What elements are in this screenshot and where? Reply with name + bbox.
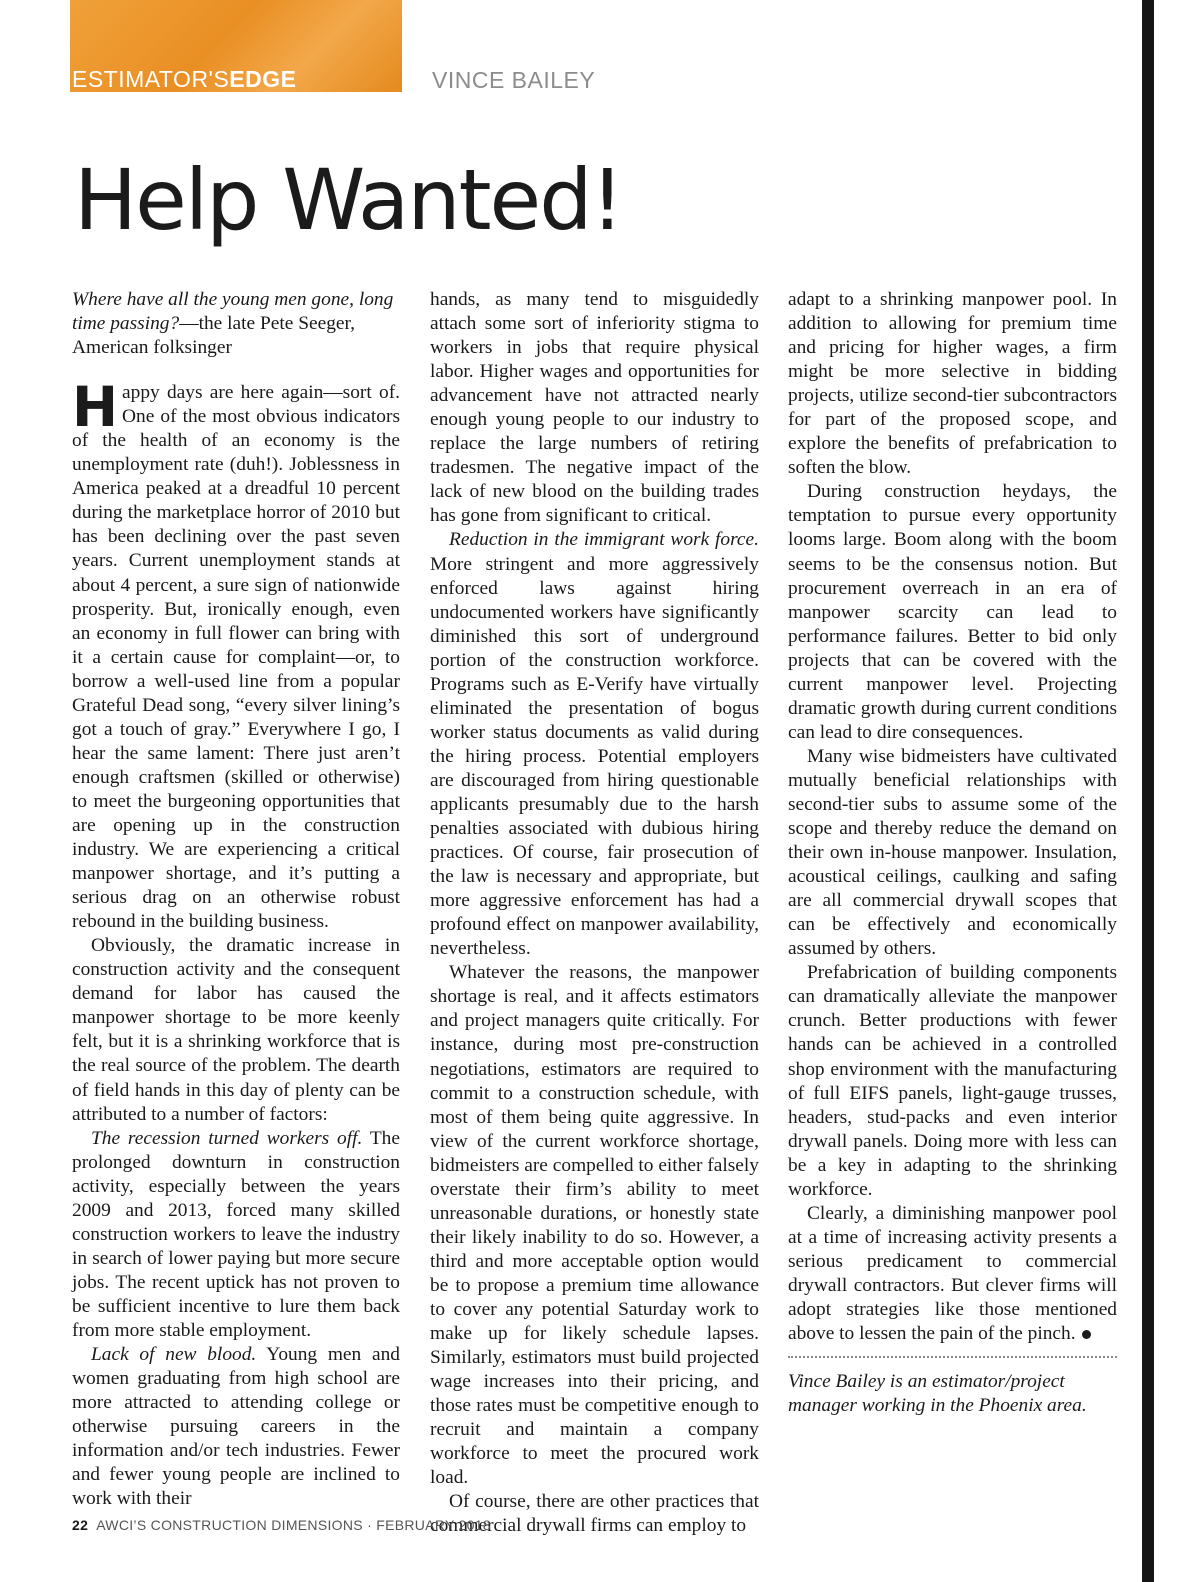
paragraph-3-body: The prolonged downturn in construction activity, especially between the years 2009 and 2013, forced many skilled construction workers to leave the industry in search of lower paying but more secure jobs. The recent uptick has not proven to be sufficient incentive to lure them back from more stable employment. (72, 1127, 400, 1341)
paragraph-3 (72, 1127, 400, 1343)
epigraph-quote: Where have all the young men gone, long time passing? (72, 289, 394, 335)
paragraph-3-lead: The recession turned workers off. (91, 1127, 363, 1149)
paragraph-7: Of course, there are other practices that commercial drywall firms can employ to (430, 1491, 759, 1537)
article-column-1 (72, 288, 400, 1511)
paragraph-5-body: More stringent and more aggressively enforced laws against hiring undocumented workers have significantly diminished this sort of underground portion of the construction workforce. Programs such as E-Verify have virtually eliminated the presentation of bogus worker status documents as valid during the hiring process. Potential employers are discouraged from hiring questionable applicants presumably due to the harsh penalties associated with dubious hiring practices. Of course, fair prosecution of the law is necessary and appropriate, but more aggressive enforcement has had a profound effect on manpower availability, nevertheless. (430, 553, 759, 960)
article-title: Help Wanted! (74, 151, 623, 249)
paragraph-2: Obviously, the dramatic increase in construction activity and the consequent demand for labor has caused the manpower shortage to be more keenly felt, but it is a shrinking workforce that is the real source of the problem. The dearth of field hands in this day of plenty can be attributed to a number of factors: (72, 935, 400, 1125)
bio-divider (788, 1356, 1117, 1358)
paragraph-5-lead: Reduction in the immigrant work force. (449, 529, 759, 551)
page-edge-rule (1142, 0, 1154, 1582)
paragraph-1 (72, 375, 400, 934)
column-author: VINCE BAILEY (432, 67, 596, 93)
end-mark-icon (1082, 1330, 1091, 1339)
drop-cap: H (72, 375, 119, 440)
paragraph-1-text: appy days are here again—sort of. One of the most obvious indicators of the health of an economy is the unemployment rate (duh!). Joblessness in America peaked at a dreadful 10 percent during the marketplace horror of 2010 but has been declining over the past seven years. Current unemployment stands at about 4 percent, a sure sign of nationwide prosperity. But, ironically enough, even an economy in full flower can bring with it a certain cause for complaint—or, to borrow a well-used line from a popular Grateful Dead song, “every silver lining’s got a touch of gray.” Everywhere I go, I hear the same lament: There just aren’t enough craftsmen (skilled or otherwise) to meet the burgeoning opportunities that are opening up in the construction industry. We are experiencing a critical manpower shortage, and it’s putting a serious drag on an otherwise robust rebound in the building business. (72, 382, 400, 933)
author-bio: Vince Bailey is an estimator/project manager working in the Phoenix area. (788, 1371, 1087, 1417)
epigraph-attribution: —the late Pete Seeger, American folksinger (72, 313, 356, 359)
paragraph-11-text: Clearly, a diminishing manpower pool at a time of increasing activity presents a serious predicament to commercial drywall contractors. But clever firms will adopt strategies like those mentioned above to lessen the pain of the pinch. (788, 1202, 1117, 1345)
section-label-prefix: ESTIMATOR'S (72, 66, 230, 92)
paragraph-7-continued: adapt to a shrinking manpower pool. In addition to allowing for premium time and pricing for higher wages, a firm might be more selective in bidding projects, utilize second-tier subcontractors for part of the proposed scope, and explore the benefits of prefabrication to soften the blow. (788, 289, 1117, 479)
paragraph-4-lead: Lack of new blood. (91, 1344, 257, 1366)
paragraph-4-continued: hands, as many tend to misguidedly attach some sort of inferiority stigma to workers in jobs that require physical labor. Higher wages and opportunities for advancement have not attracted nearly enough young people to our industry to replace the large numbers of retiring tradesmen. The negative impact of the lack of new blood on the building trades has gone from significant to critical. (430, 289, 759, 527)
paragraph-4-body: Young men and women graduating from high school are more attracted to attending college or otherwise pursuing careers in the information and/or tech industries. Fewer and fewer young people are inclined to work with their (72, 1344, 400, 1510)
paragraph-11 (788, 1202, 1117, 1346)
article-column-2 (430, 288, 759, 1538)
page-number: 22 (72, 1517, 89, 1533)
publication-line: AWCI’S CONSTRUCTION DIMENSIONS · FEBRUARY 2018 (96, 1517, 491, 1533)
paragraph-8: During construction heydays, the temptation to pursue every opportunity looms large. Boom along with the boom seems to be the consensus notion. But procurement overreach in an era of manpower scarcity can lead to performance failures. Better to bid only projects that can be covered with the current manpower level. Projecting dramatic growth during current conditions can lead to dire consequences. (788, 481, 1117, 743)
epigraph (72, 288, 400, 360)
paragraph-10: Prefabrication of building components can dramatically alleviate the manpower crunch. Better productions with fewer hands can be achieved in a controlled shop environment with the manufacturing of full EIFS panels, light-gauge trusses, headers, stud-packs and even interior drywall panels. Doing more with less can be a key in adapting to the shrinking workforce. (788, 962, 1117, 1200)
page-footer (72, 1517, 491, 1533)
section-label-bold: EDGE (229, 66, 297, 92)
paragraph-9: Many wise bidmeisters have cultivated mutually beneficial relationships with second-tier subs to assume some of the scope and thereby reduce the demand on their own in-house manpower. Insulation, acoustical ceilings, caulking and safing are all commercial drywall scopes that can be effectively and economically assumed by others. (788, 745, 1117, 960)
paragraph-4 (72, 1343, 400, 1511)
section-label (72, 66, 296, 92)
paragraph-6: Whatever the reasons, the manpower shortage is real, and it affects estimators and project managers quite critically. For instance, during most pre-construction negotiations, estimators are required to commit to a construction schedule, with most of them being quite aggressive. In view of the current workforce shortage, bidmeisters are compelled to either falsely overstate their firm’s ability to meet unreasonable durations, or honestly state their likely inability to do so. However, a third and more acceptable option would be to propose a premium time allowance to cover any potential Saturday work to make up for likely schedule lapses. Similarly, estimators must build projected wage increases into their pricing, and those rates must be competitive enough to recruit and maintain a company workforce to meet the procured work load. (430, 962, 759, 1489)
article-column-3 (788, 288, 1117, 1418)
paragraph-5 (430, 528, 759, 961)
